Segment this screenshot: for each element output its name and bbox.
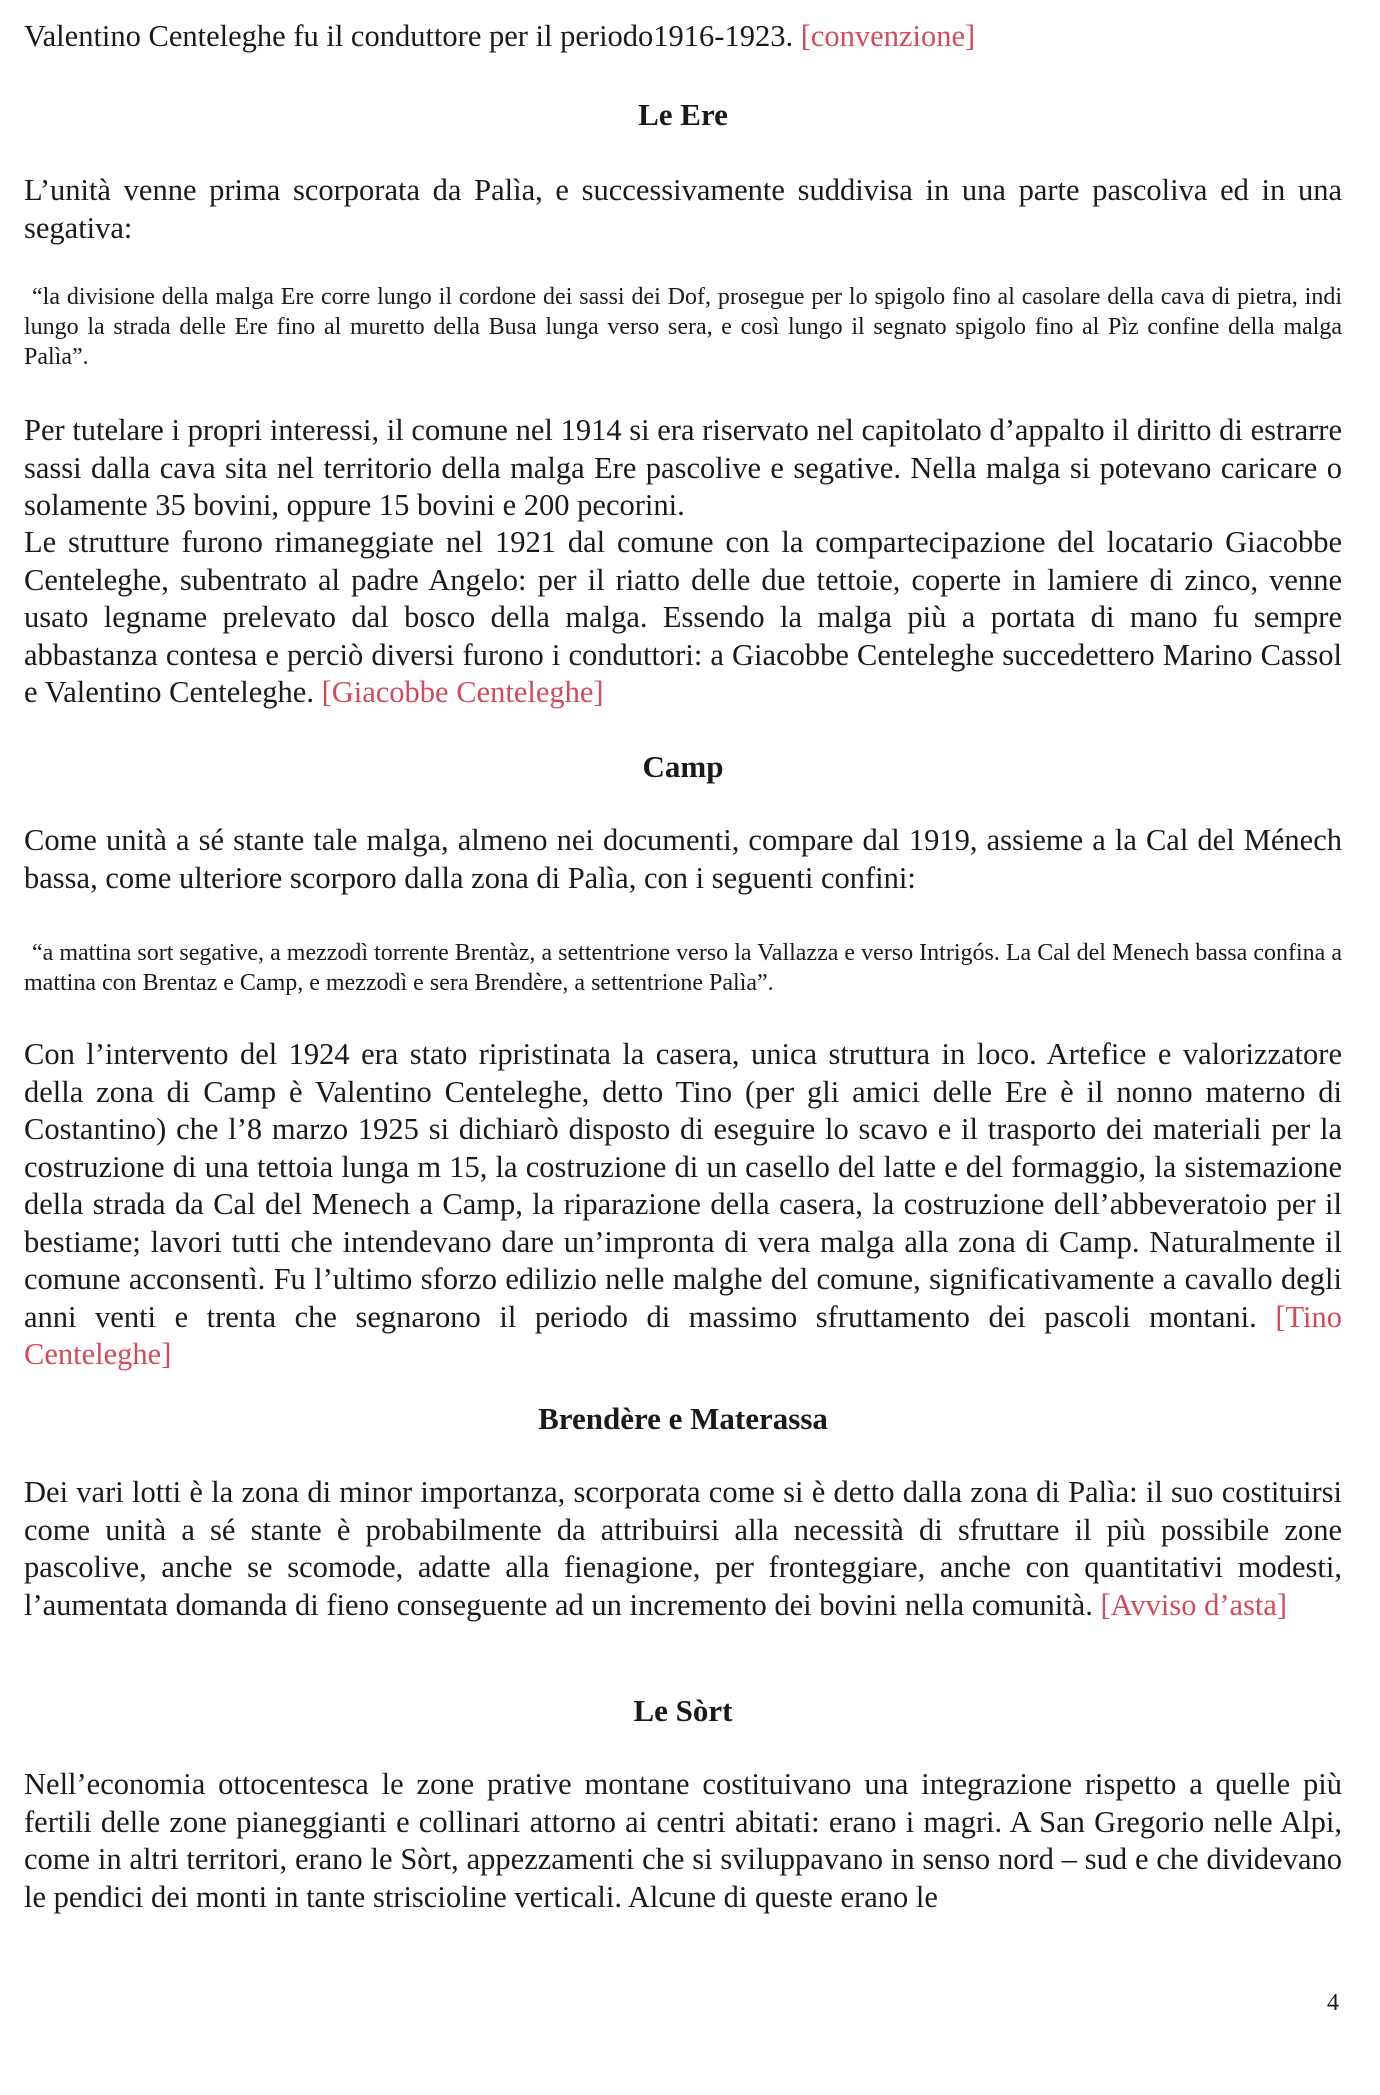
brendere-para-1	[24, 1474, 1342, 1624]
ere-quote	[24, 282, 1342, 372]
camp-quote	[24, 938, 1342, 998]
heading-le-ere: Le Ere	[638, 97, 728, 132]
avviso-link[interactable]: [Avviso d’asta]	[1100, 1587, 1288, 1622]
opening-line	[24, 18, 1342, 56]
convenzione-link[interactable]: [convenzione]	[800, 19, 976, 53]
page-number: 4	[1327, 1990, 1339, 2016]
camp-quote-text: “a mattina sort segative, a mezzodì torrente Brentàz, a settentrione verso la Vallazza e verso Intrigós. La Cal del Menech bassa confina a mattina con Brentaz e Camp, e mezzodì e sera Brendère, a settentrione Palìa”.	[24, 940, 1342, 996]
camp-intro: Come unità a sé stante tale malga, almeno nei documenti, compare dal 1919, assieme a la Cal del Ménech bassa, come ulteriore scorporo dalla zona di Palìa, con i seguenti confini:	[24, 823, 1342, 895]
heading-brendere: Brendère e Materassa	[538, 1401, 828, 1436]
brendere-para-1-text: Dei vari lotti è la zona di minor importanza, scorporata come si è detto dalla zona di Palìa: il suo costituirsi come unità a sé stante è probabilmente da attribuirsi alla necessità di sfruttare il più possibile zone pascolive, anche se scomode, adatte alla fienagione, per fronteggiare, anche con quantitativi modesti, l’aumentata domanda di fieno conseguente ad un incremento dei bovini nella comunità.	[24, 1475, 1342, 1622]
heading-le-sort: Le Sòrt	[633, 1693, 733, 1728]
ere-intro: L’unità venne prima scorporata da Palìa, e successivamente suddivisa in una parte pascoliva ed in una segativa:	[24, 173, 1342, 245]
sort-para-1: Nell’economia ottocentesca le zone prative montane costituivano una integrazione rispetto a quelle più fertili delle zone pianeggianti e collinari attorno ai centri abitati: erano i magri. A San Gregorio nelle Alpi, come in altri territori, erano le Sòrt, appezzamenti che si sviluppavano in senso nord – sud e che dividevano le pendici dei monti in tante striscioline verticali. Alcune di queste erano le	[24, 1767, 1342, 1914]
camp-para-1-text: Con l’intervento del 1924 era stato ripristinata la casera, unica struttura in loco. Artefice e valorizzatore della zona di Camp è Valentino Centeleghe, detto Tino (per gli amici delle Ere è il nonno materno di Costantino) che l’8 marzo 1925 si dichiarò disposto di eseguire lo scavo e il trasporto dei materiali per la costruzione di una tettoia lunga m 15, la costruzione di un casello del latte e del formaggio, la sistemazione della strada da Cal del Menech a Camp, la riparazione della casera, la costruzione dell’abbeveratoio per il bestiame; lavori tutti che intendevano dare un’impronta di vera malga alla zona di Camp. Naturalmente il comune acconsentì. Fu l’ultimo sforzo edilizio nelle malghe del comune, significativamente a cavallo degli anni venti e trenta che segnarono il periodo di massimo sfruttamento dei pascoli montani.	[24, 1037, 1342, 1334]
heading-camp: Camp	[642, 749, 724, 784]
opening-text: Valentino Centeleghe fu il conduttore per il periodo1916-1923.	[24, 19, 794, 53]
ere-para-2	[24, 524, 1342, 712]
tino-link[interactable]: [Tino Centeleghe]	[24, 1299, 1343, 1371]
giacobbe-link[interactable]: [Giacobbe Centeleghe]	[321, 675, 604, 709]
camp-para-1	[24, 1036, 1342, 1374]
ere-para-1: Per tutelare i propri interessi, il comune nel 1914 si era riservato nel capitolato d’appalto il diritto di estrarre sassi dalla cava sita nel territorio della malga Ere pascolive e segative. Nella malga si potevano caricare o solamente 35 bovini, oppure 15 bovini e 200 pecorini.	[24, 413, 1342, 522]
ere-para-2-text: Le strutture furono rimaneggiate nel 1921 dal comune con la compartecipazione del locatario Giacobbe Centeleghe, subentrato al padre Angelo: per il riatto delle due tettoie, coperte in lamiere di zinco, venne usato legname prelevato dal bosco della malga. Essendo la malga più a portata di mano fu sempre abbastanza contesa e perciò diversi furono i conduttori: a Giacobbe Centeleghe succedettero Marino Cassol e Valentino Centeleghe.	[24, 525, 1342, 709]
ere-quote-text: “la divisione della malga Ere corre lungo il cordone dei sassi dei Dof, prosegue per lo spigolo fino al casolare della cava di pietra, indi lungo la strada delle Ere fino al muretto della Busa lunga verso sera, e così lungo il segnato spigolo fino al Pìz confine della malga Palìa”.	[24, 284, 1342, 370]
